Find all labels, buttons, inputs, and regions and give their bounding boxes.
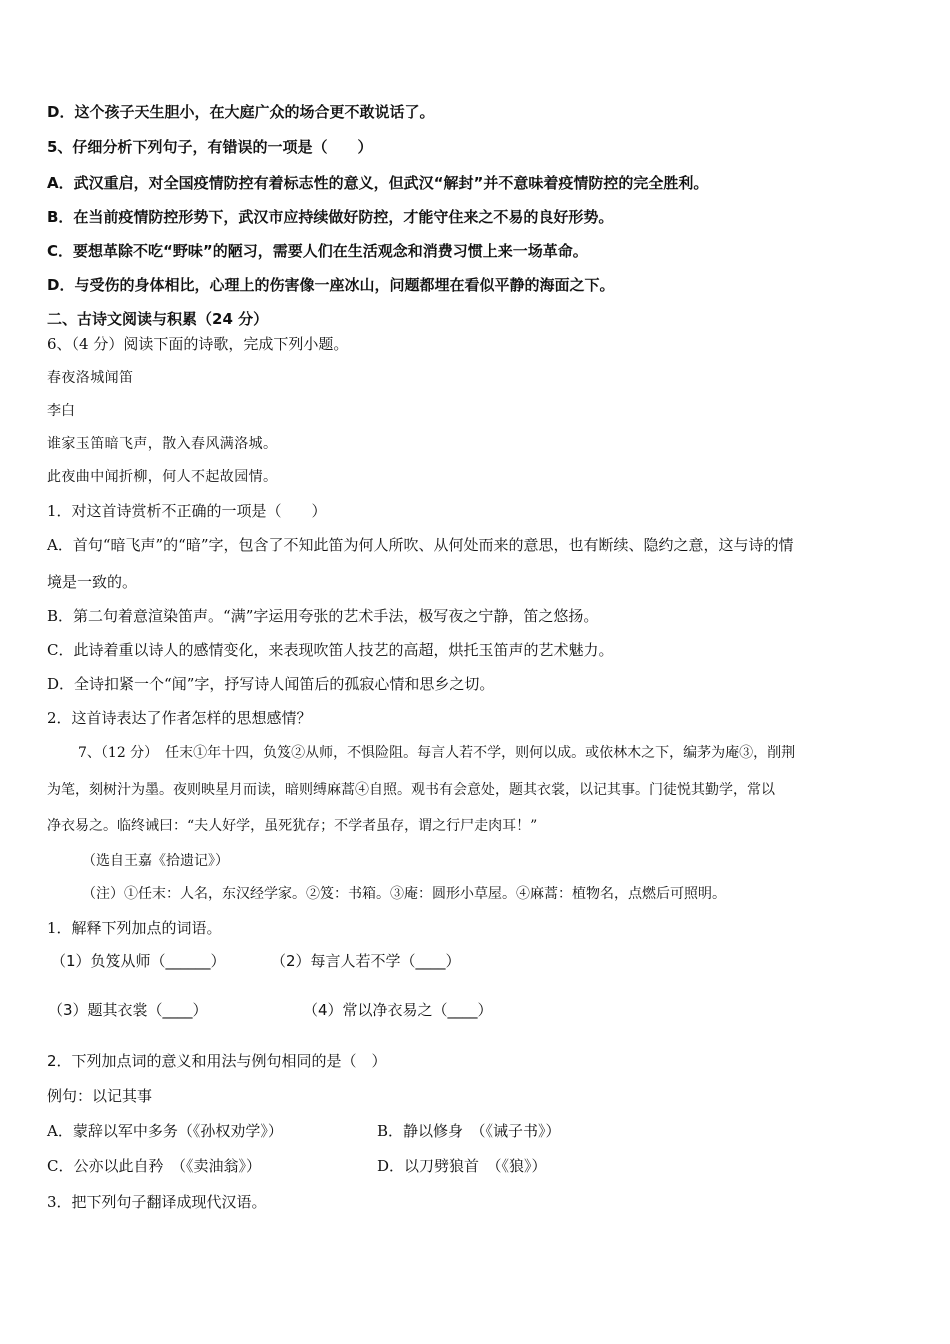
poem-author: 李白 xyxy=(47,403,75,419)
q7-sub2-stem: 2．下列加点词的意义和用法与例句相同的是（ ） xyxy=(47,1052,387,1070)
q5-option-c: C．要想革除不吃“野味”的陋习，需要人们在生活观念和消费习惯上来一场革命。 xyxy=(47,242,588,260)
q6-sub1-option-a-line1: A．首句“暗飞声”的“暗”字，包含了不知此笛为何人所吹、从何处而来的意思，也有断续、隐约之意，这与诗的情 xyxy=(47,536,794,554)
poem-title: 春夜洛城闻笛 xyxy=(47,370,134,386)
q6-stem: 6、（4 分）阅读下面的诗歌，完成下列小题。 xyxy=(47,335,349,353)
q7-sub3-stem: 3．把下列句子翻译成现代汉语。 xyxy=(47,1193,267,1211)
q6-sub1-stem: 1．对这首诗赏析不正确的一项是（ ） xyxy=(47,502,327,520)
q7-sub2-option-d: D．以刀劈狼首 （《狼》） xyxy=(377,1157,547,1175)
q7-sub2-option-a: A．蒙辞以军中多务（《孙权劝学》） xyxy=(47,1122,283,1140)
q5-stem: 5、仔细分析下列句子，有错误的一项是（ ） xyxy=(47,138,373,156)
q7-sub1-item-3: （3）题其衣裳（____） xyxy=(48,1001,208,1019)
q6-sub2-stem: 2．这首诗表达了作者怎样的思想感情？ xyxy=(47,709,312,727)
q7-notes: （注）①任末：人名，东汉经学家。②笈：书箱。③庵：圆形小草屋。④麻蒿：植物名，点燃后可照明。 xyxy=(82,886,726,902)
q7-sub1-item-2: （2）每言人若不学（____） xyxy=(271,952,461,970)
q7-sub1-item-4: （4）常以净衣易之（____） xyxy=(303,1001,493,1019)
q7-passage-line-3: 净衣易之。临终诫曰：“夫人好学，虽死犹存；不学者虽存，谓之行尸走肉耳！” xyxy=(47,818,538,834)
q5-option-d: D．与受伤的身体相比，心理上的伤害像一座冰山，问题都埋在看似平静的海面之下。 xyxy=(47,276,615,294)
q6-sub1-option-b: B．第二句着意渲染笛声。“满”字运用夸张的艺术手法，极写夜之宁静，笛之悠扬。 xyxy=(47,607,599,625)
poem-line-1: 谁家玉笛暗飞声，散入春风满洛城。 xyxy=(47,436,278,452)
q6-sub1-option-c: C．此诗着重以诗人的感情变化，来表现吹笛人技艺的高超，烘托玉笛声的艺术魅力。 xyxy=(47,641,614,659)
q7-sub2-option-b: B．静以修身 （《诫子书》） xyxy=(377,1122,561,1140)
q7-passage-line-2: 为笔，刻树汁为墨。夜则映星月而读，暗则缚麻蒿④自照。观书有会意处，题其衣裳，以记其事。门徒悦其勤学，常以 xyxy=(47,782,775,798)
q6-sub1-option-d: D．全诗扣紧一个“闻”字，抒写诗人闻笛后的孤寂心情和思乡之切。 xyxy=(47,675,495,693)
q5-option-b: B．在当前疫情防控形势下，武汉市应持续做好防控，才能守住来之不易的良好形势。 xyxy=(47,208,614,226)
q7-sub1-stem: 1．解释下列加点的词语。 xyxy=(47,919,222,937)
q6-sub1-option-a-line2: 境是一致的。 xyxy=(47,573,138,591)
q4-option-d: D．这个孩子天生胆小，在大庭广众的场合更不敢说话了。 xyxy=(47,103,435,121)
q7-passage-line-1: 7、（12 分） 任末①年十四，负笈②从师，不惧险阻。每言人若不学，则何以成。或依林木之下，编茅为庵③，削荆 xyxy=(78,745,796,761)
q7-sub1-item-1: （1）负笈从师（______） xyxy=(51,952,226,970)
section2-heading: 二、古诗文阅读与积累（24 分） xyxy=(47,310,269,328)
q5-option-a: A．武汉重启，对全国疫情防控有着标志性的意义，但武汉“解封”并不意味着疫情防控的完全胜利。 xyxy=(47,174,709,192)
poem-line-2: 此夜曲中闻折柳，何人不起故园情。 xyxy=(47,469,278,485)
q7-sub2-example: 例句：以记其事 xyxy=(47,1087,153,1105)
q7-source: （选自王嘉《拾遗记》） xyxy=(82,853,229,869)
q7-sub2-option-c: C．公亦以此自矜 （《卖油翁》） xyxy=(47,1157,261,1175)
